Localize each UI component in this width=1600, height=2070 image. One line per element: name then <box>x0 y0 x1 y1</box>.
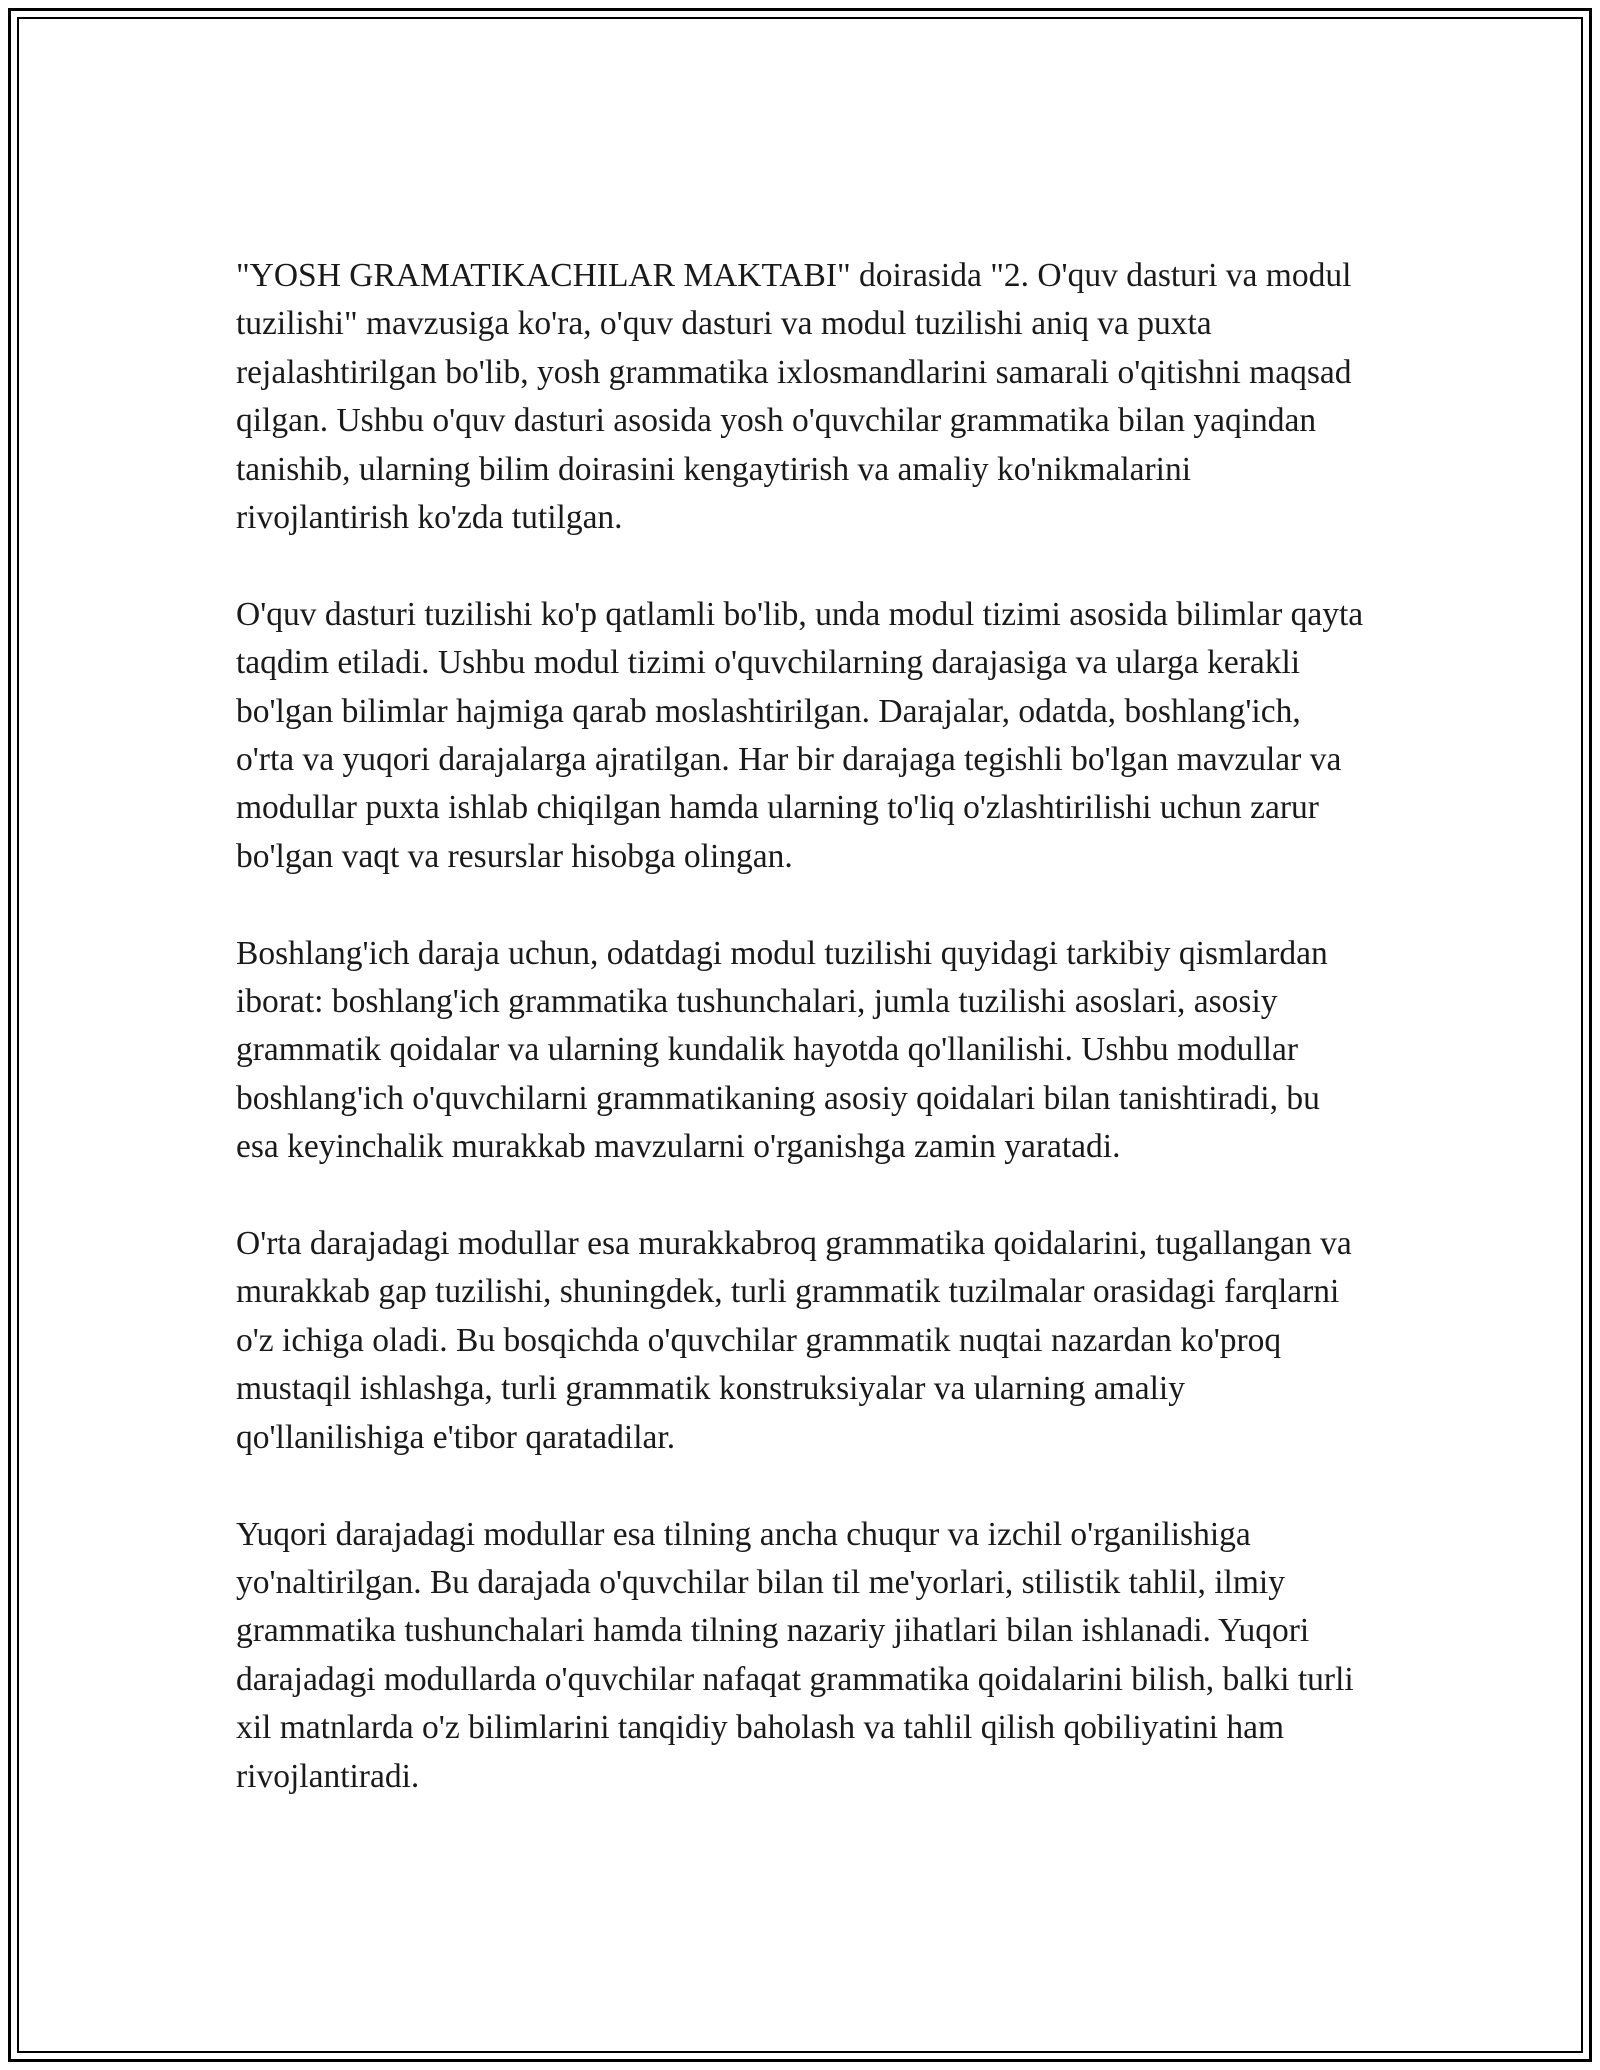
document-body <box>236 252 1366 1849</box>
paragraph-intermediate-level: O'rta darajadagi modullar esa murakkabroq grammatika qoidalarini, tugallangan va murakkab gap tuzilishi, shuningdek, turli grammatik tuzilmalar orasidagi farqlarni o'z ichiga oladi. Bu bosqichda o'quvchilar grammatik nuqtai nazardan ko'proq mustaqil ishlashga, turli grammatik konstruksiyalar va ularning amaliy qo'llanilishiga e'tibor qaratadilar. <box>236 1225 1352 1456</box>
paragraph-program-structure: O'quv dasturi tuzilishi ko'p qatlamli bo'lib, unda modul tizimi asosida bilimlar qayta taqdim etiladi. Ushbu modul tizimi o'quvchilarning darajasiga va ularga kerakli bo'lgan bilimlar hajmiga qarab moslashtirilgan. Darajalar, odatda, boshlang'ich, o'rta va yuqori darajalarga ajratilgan. Har bir darajaga tegishli bo'lgan mavzular va modullar puxta ishlab chiqilgan hamda ularning to'liq o'zlashtirilishi uchun zarur bo'lgan vaqt va resurslar hisobga olingan. <box>236 595 1364 875</box>
paragraph-intro: "YOSH GRAMATIKACHILAR MAKTABI" doirasida "2. O'quv dasturi va modul tuzilishi" mavzusiga ko'ra, o'quv dasturi va modul tuzilishi aniq va puxta rejalashtirilgan bo'lib, yosh grammatika ixlosmandlarini samarali o'qitishni maqsad qilgan. Ushbu o'quv dasturi asosida yosh o'quvchilar grammatika bilan yaqindan tanishib, ularning bilim doirasini kengaytirish va amaliy ko'nikmalarini rivojlantirish ko'zda tutilgan. <box>236 257 1352 537</box>
paragraph-beginner-level: Boshlang'ich daraja uchun, odatdagi modul tuzilishi quyidagi tarkibiy qismlardan iborat: boshlang'ich grammatika tushunchalari, jumla tuzilishi asoslari, asosiy grammatik qoidalar va ularning kundalik hayotda qo'llanilishi. Ushbu modullar boshlang'ich o'quvchilarni grammatikaning asosiy qoidalari bilan tanishtiradi, bu esa keyinchalik murakkab mavzularni o'rganishga zamin yaratadi. <box>236 934 1328 1166</box>
paragraph-advanced-level: Yuqori darajadagi modullar esa tilning ancha chuqur va izchil o'rganilishiga yo'naltirilgan. Bu darajada o'quvchilar bilan til me'yorlari, stilistik tahlil, ilmiy grammatika tushunchalari hamda tilning nazariy jihatlari bilan ishlanadi. Yuqori darajadagi modullarda o'quvchilar nafaqat grammatika qoidalarini bilish, balki turli xil matnlarda o'z bilimlarini tanqidiy baholash va tahlil qilish qobiliyatini ham rivojlantiradi. <box>236 1515 1354 1795</box>
